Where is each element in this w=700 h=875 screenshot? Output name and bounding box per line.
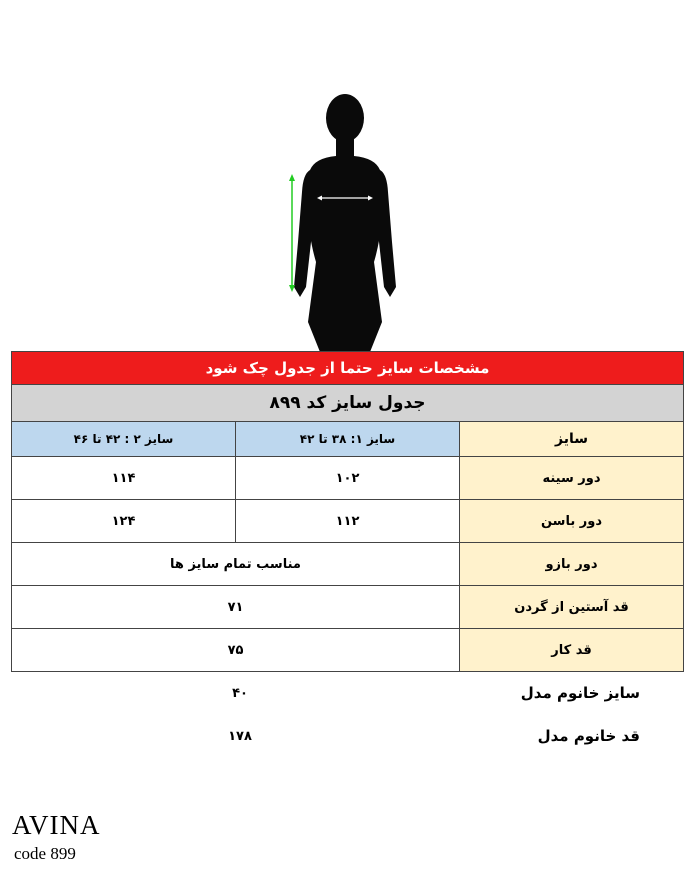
row-label: قد کار bbox=[460, 629, 684, 672]
row-label: دور سینه bbox=[460, 457, 684, 500]
cell-size2: ۱۲۴ bbox=[12, 500, 236, 543]
cell-size1: ۱۱۲ bbox=[236, 500, 460, 543]
table-row bbox=[12, 500, 684, 543]
product-code: code 899 bbox=[14, 844, 76, 863]
row-label: دور بازو bbox=[460, 543, 684, 586]
table-subheader: جدول سایز کد ۸۹۹ bbox=[12, 385, 684, 422]
size-table bbox=[11, 351, 684, 672]
cell-size2: ۱۱۴ bbox=[12, 457, 236, 500]
col-label: سایز bbox=[460, 422, 684, 457]
cell-size1: ۱۰۲ bbox=[236, 457, 460, 500]
model-height-label: قد خانوم مدل bbox=[537, 727, 640, 745]
col-size1: سایز ۱: ۳۸ تا ۴۲ bbox=[236, 422, 460, 457]
length-arrow bbox=[289, 174, 295, 292]
cell-value: ۷۱ bbox=[12, 586, 460, 629]
table-header: مشخصات سایز حتما از جدول چک شود bbox=[12, 352, 684, 385]
row-label: دور باسن bbox=[460, 500, 684, 543]
model-size-value: ۴۰ bbox=[232, 686, 248, 701]
table-row bbox=[12, 586, 684, 629]
col-size2: سایز ۲ : ۴۲ تا ۴۶ bbox=[12, 422, 236, 457]
brand-name: AVINA bbox=[12, 810, 101, 840]
table-row bbox=[12, 543, 684, 586]
table-row bbox=[12, 629, 684, 672]
cell-value: مناسب تمام سایز ها bbox=[12, 543, 460, 586]
model-silhouette bbox=[270, 92, 420, 352]
cell-value: ۷۵ bbox=[12, 629, 460, 672]
model-size-label: سایز خانوم مدل bbox=[520, 684, 640, 702]
table-row bbox=[12, 457, 684, 500]
model-height-value: ۱۷۸ bbox=[228, 729, 252, 744]
row-label: قد آستین از گردن bbox=[460, 586, 684, 629]
